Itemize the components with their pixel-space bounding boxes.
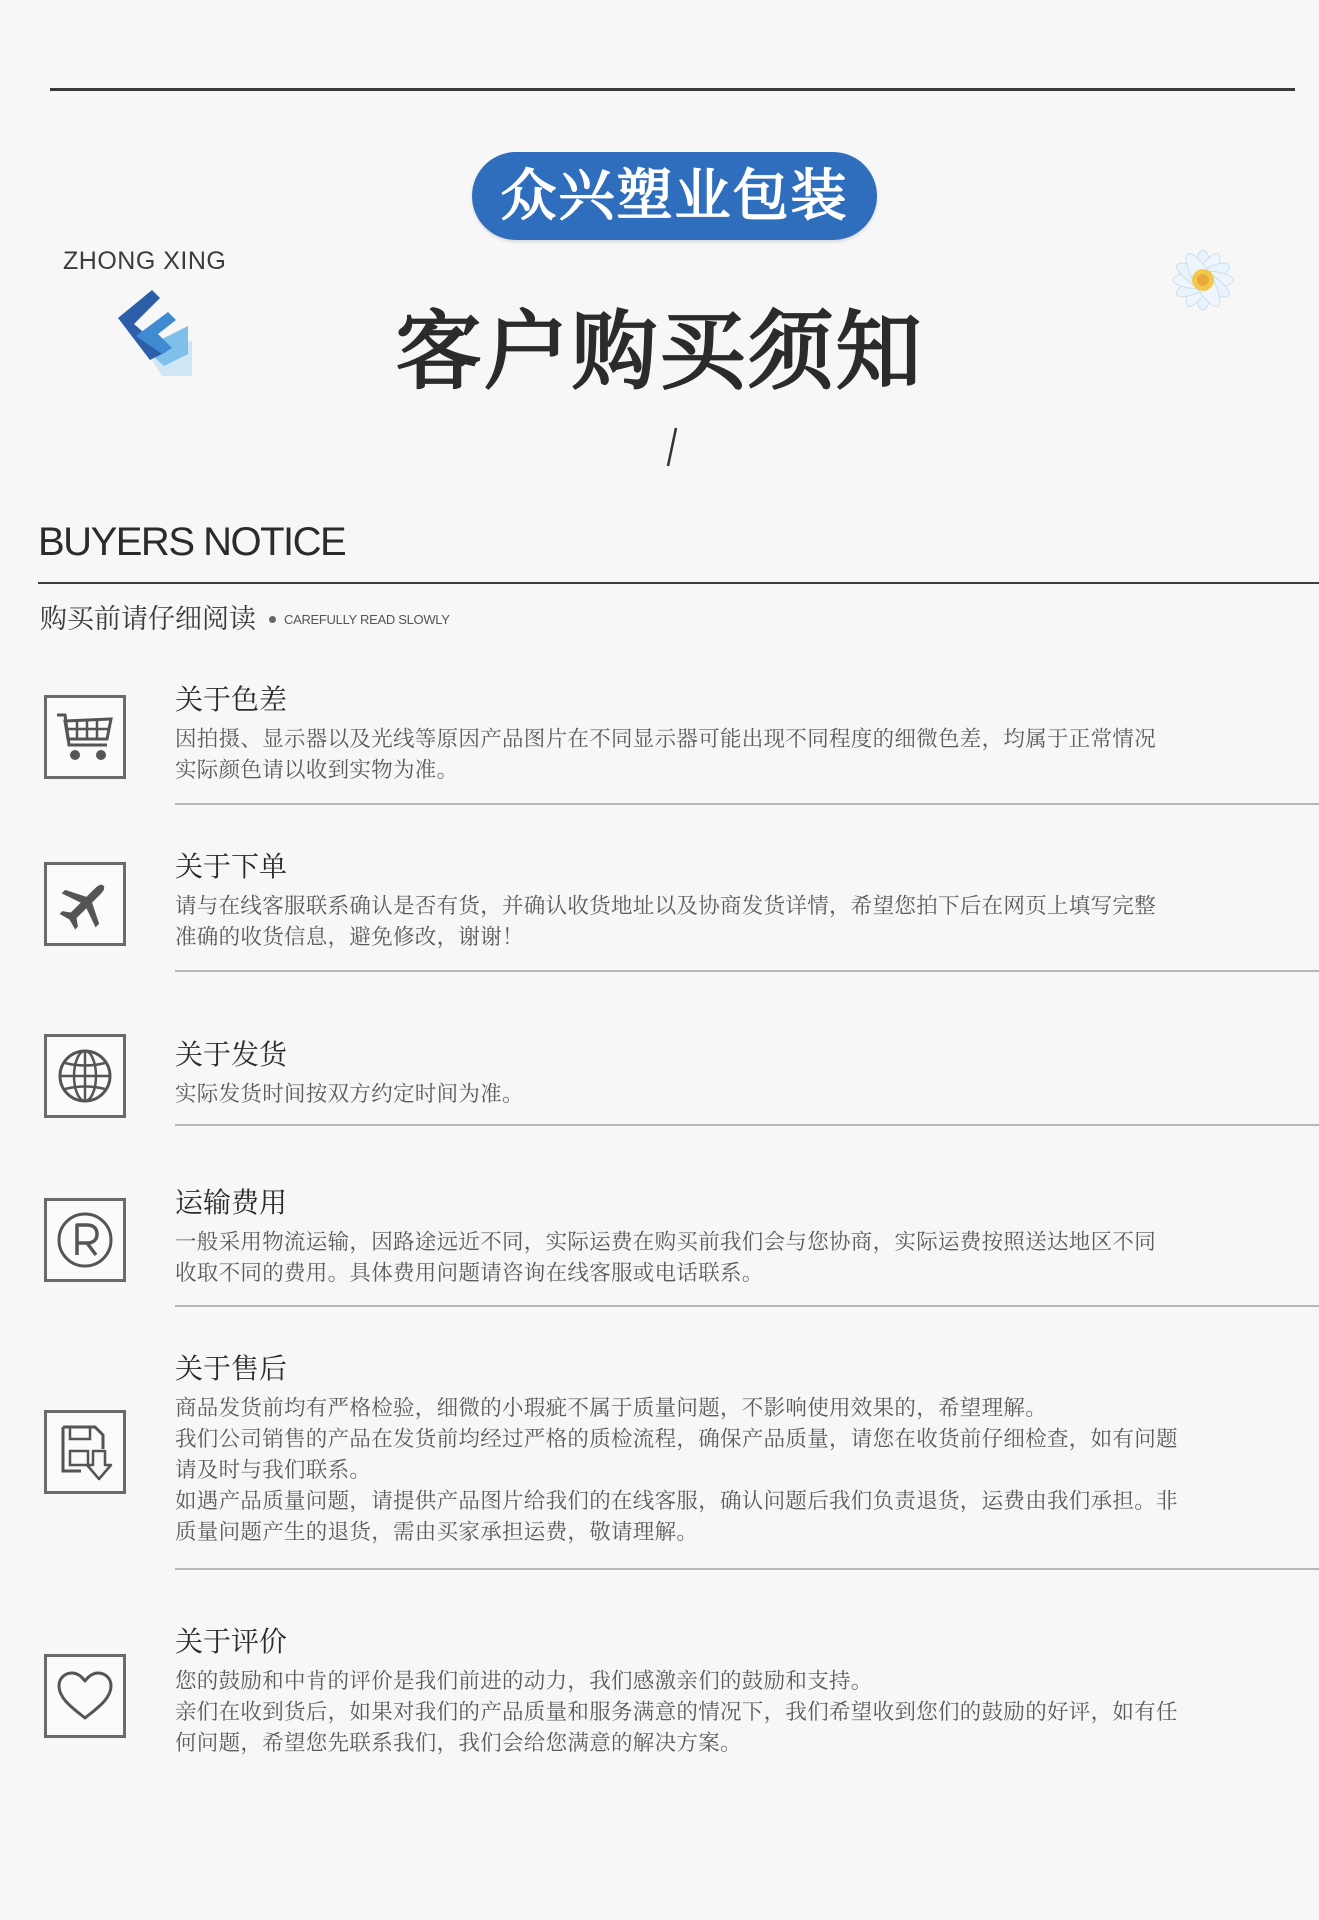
brand-badge: 众兴塑业包装 xyxy=(472,152,877,240)
section-title: 运输费用 xyxy=(175,1186,288,1219)
section-title: 关于色差 xyxy=(175,683,288,716)
section-text: 准确的收货信息，避免修改，谢谢！ xyxy=(175,925,524,950)
section-text: 您的鼓励和中肯的评价是我们前进的动力，我们感激亲们的鼓励和支持。 xyxy=(175,1669,873,1694)
section-text: 我们公司销售的产品在发货前均经过严格的质检流程，确保产品质量，请您在收货前仔细检查，如有问题 xyxy=(175,1427,1178,1452)
section-text: 请及时与我们联系。 xyxy=(175,1458,372,1483)
section-divider xyxy=(175,1305,1319,1307)
heart-icon-box xyxy=(44,1654,126,1738)
section-heading-en: BUYERS NOTICE xyxy=(38,520,346,564)
section-body xyxy=(175,891,1255,953)
save-icon-box xyxy=(44,1410,126,1494)
section-text: 商品发货前均有严格检验，细微的小瑕疵不属于质量问题，不影响使用效果的，希望理解。 xyxy=(175,1396,1048,1421)
section-text: 收取不同的费用。具体费用问题请咨询在线客服或电话联系。 xyxy=(175,1261,764,1286)
heading-divider xyxy=(38,582,1319,584)
plane-icon-box xyxy=(44,862,126,946)
section-text: 质量问题产生的退货，需由买家承担运费，敬请理解。 xyxy=(175,1520,699,1545)
registered-mark-icon xyxy=(54,1209,116,1271)
globe-icon xyxy=(55,1046,115,1106)
section-title: 关于下单 xyxy=(175,850,288,883)
section-text: 实际颜色请以收到实物为准。 xyxy=(175,758,459,783)
brand-english-name: ZHONG XING xyxy=(63,247,227,275)
section-body xyxy=(175,1227,1255,1289)
section-body xyxy=(175,724,1255,786)
divider-slash xyxy=(664,426,680,468)
section-text: 如遇产品质量问题，请提供产品图片给我们的在线客服，确认问题后我们负责退货，运费由我们承担。非 xyxy=(175,1489,1178,1514)
page-title: 客户购买须知 xyxy=(395,302,924,402)
read-notice-cn: 购买前请仔细阅读 xyxy=(40,604,256,635)
heart-icon xyxy=(54,1668,116,1724)
registered-icon-box xyxy=(44,1198,126,1282)
bullet-dot xyxy=(269,616,276,623)
top-divider xyxy=(50,88,1295,91)
section-divider xyxy=(175,1124,1319,1126)
section-text: 一般采用物流运输，因路途远近不同，实际运费在购买前我们会与您协商，实际运费按照送达地区不同 xyxy=(175,1230,1157,1255)
section-divider xyxy=(175,803,1319,805)
section-body xyxy=(175,1079,1255,1110)
section-title: 关于评价 xyxy=(175,1625,288,1658)
airplane-icon xyxy=(55,874,115,934)
section-body xyxy=(175,1393,1255,1548)
save-download-icon xyxy=(55,1421,115,1483)
globe-icon-box xyxy=(44,1034,126,1118)
section-title: 关于售后 xyxy=(175,1352,288,1385)
section-divider xyxy=(175,970,1319,972)
section-text: 何问题，希望您先联系我们，我们会给您满意的解决方案。 xyxy=(175,1731,742,1756)
section-divider xyxy=(175,1568,1319,1570)
section-text: 实际发货时间按双方约定时间为准。 xyxy=(175,1082,524,1107)
section-body xyxy=(175,1666,1255,1759)
section-title: 关于发货 xyxy=(175,1038,288,1071)
read-notice-en: CAREFULLY READ SLOWLY xyxy=(284,612,450,627)
section-text: 因拍摄、显示器以及光线等原因产品图片在不同显示器可能出现不同程度的细微色差，均属于正常情况 xyxy=(175,727,1157,752)
cart-icon-box xyxy=(44,695,126,779)
section-text: 请与在线客服联系确认是否有货，并确认收货地址以及协商发货详情，希望您拍下后在网页上填写完整 xyxy=(175,894,1157,919)
section-text: 亲们在收到货后，如果对我们的产品质量和服务满意的情况下，我们希望收到您们的鼓励的好评，如有任 xyxy=(175,1700,1178,1725)
shopping-cart-icon xyxy=(53,707,117,767)
